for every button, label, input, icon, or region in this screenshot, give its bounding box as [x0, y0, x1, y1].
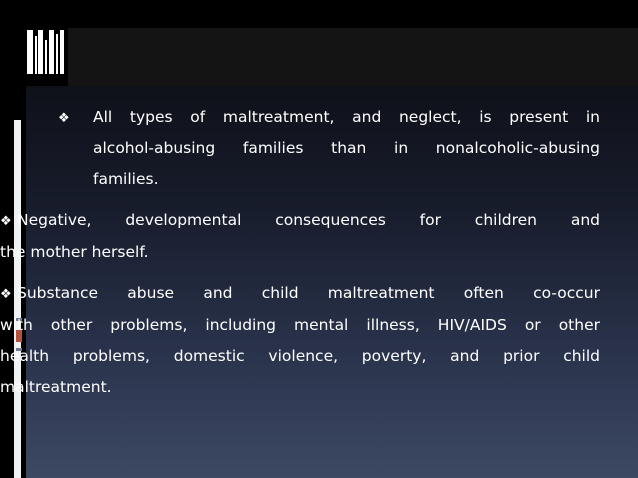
- bullet-text-line: with other problems, including mental illness, HIV/AIDS or other: [0, 316, 600, 334]
- bullet-text-line: ❖ Substance abuse and child maltreatment often co-occur: [0, 278, 600, 310]
- title-band: [68, 28, 638, 86]
- top-bar: [24, 0, 638, 28]
- decorative-bar: [35, 36, 37, 74]
- decorative-bar: [56, 34, 58, 74]
- bullet-item: [0, 278, 600, 403]
- decorative-bar: [27, 30, 33, 74]
- bullet-text-line: maltreatment.: [0, 378, 112, 396]
- decorative-bar: [49, 30, 54, 74]
- bullet-text-line: All types of maltreatment, and neglect, is present in: [93, 108, 600, 126]
- bullet-text-line: families.: [93, 170, 159, 188]
- bullet-text-line: health problems, domestic violence, poverty, and prior child: [0, 347, 600, 365]
- decorative-bar: [60, 30, 64, 74]
- bullet-text-line: alcohol-abusing families than in nonalcoholic-abusing: [93, 139, 600, 157]
- decorative-bar: [45, 40, 47, 74]
- bullet-item: [0, 205, 600, 268]
- bullet-text-line: the mother herself.: [0, 243, 149, 261]
- decorative-bar: [38, 30, 43, 74]
- diamond-bullet-icon: ❖: [58, 111, 70, 126]
- bullet-item: [58, 102, 600, 195]
- bullet-list: [0, 102, 600, 413]
- bullet-text-line: ❖ Negative, developmental consequences for children and: [0, 205, 600, 237]
- diamond-bullet-icon: ❖: [0, 287, 12, 302]
- diamond-bullet-icon: ❖: [0, 214, 12, 229]
